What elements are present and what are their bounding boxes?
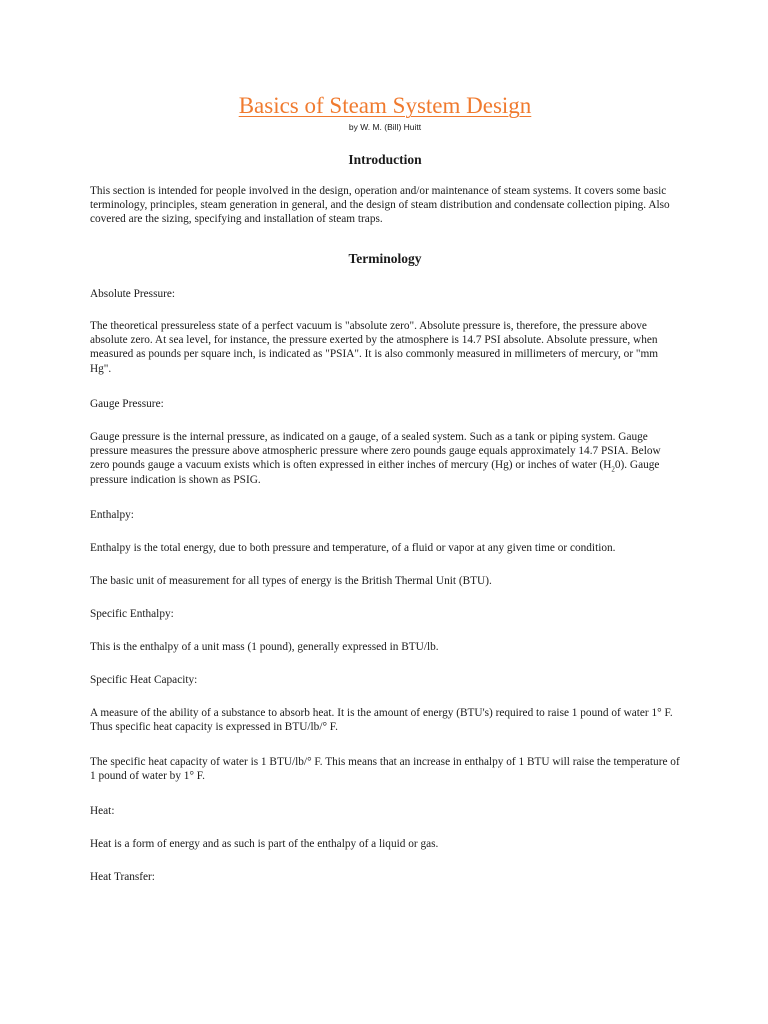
document-title: Basics of Steam System Design (238, 93, 532, 118)
specific-heat-paragraph: A measure of the ability of a substance to absorb heat. It is the amount of energy (BTU's) required to raise 1 pound of water 1° F. Thus specific heat capacity is expressed in BTU/lb/° F. (90, 707, 673, 734)
term-label-gauge-pressure: Gauge Pressure: (90, 398, 164, 410)
term-label-enthalpy: Enthalpy: (90, 509, 134, 521)
document-page (90, 92, 680, 883)
section-heading-introduction: Introduction (348, 152, 422, 167)
author-byline: by W. M. (Bill) Huitt (348, 122, 422, 132)
enthalpy-paragraph: Enthalpy is the total energy, due to both pressure and temperature, of a fluid or vapor at any given time or condition. (90, 542, 616, 554)
specific-enthalpy-paragraph: This is the enthalpy of a unit mass (1 pound), generally expressed in BTU/lb. (90, 641, 439, 653)
term-label-absolute-pressure: Absolute Pressure: (90, 288, 176, 300)
term-label-specific-enthalpy: Specific Enthalpy: (90, 608, 174, 620)
term-label-heat: Heat: (90, 805, 115, 817)
term-label-heat-transfer: Heat Transfer: (90, 871, 155, 883)
heat-paragraph: Heat is a form of energy and as such is part of the enthalpy of a liquid or gas. (90, 838, 439, 850)
section-heading-terminology: Terminology (348, 251, 422, 266)
absolute-pressure-paragraph: The theoretical pressureless state of a perfect vacuum is "absolute zero". Absolute pressure is, therefore, the pressure above absolute zero. At sea level, for instance, the pressure exerted by the atmosphere is 14.7 PSI absolute. Absolute pressure, when measured as pounds per square inch, is indicated as "PSIA". It is also commonly measured in millimeters of mercury, or "mm Hg". (90, 320, 659, 375)
term-label-specific-heat-capacity: Specific Heat Capacity: (90, 674, 198, 686)
specific-heat-water-paragraph: The specific heat capacity of water is 1 BTU/lb/° F. This means that an increase in enthalpy of 1 BTU will raise the temperature of 1 pound of water by 1° F. (90, 756, 680, 783)
intro-paragraph: This section is intended for people involved in the design, operation and/or maintenance of steam systems. It covers some basic terminology, principles, steam generation in general, and the design of steam distribution and condensate collection piping. Also covered are the sizing, specifying and installation of steam traps. (90, 185, 670, 226)
gauge-pressure-paragraph: Gauge pressure is the internal pressure, as indicated on a gauge, of a sealed system. Such as a tank or piping system. Gauge pressure measures the pressure above atmospheric pressure where zero pounds gauge equals approximately 14.7 PSIA. Below zero pounds gauge a vacuum exists which is often expressed in either inches of mercury (Hg) or inches of water $(H_20)$. Gauge pressure indication is shown as PSIG. (90, 431, 661, 486)
btu-paragraph: The basic unit of measurement for all types of energy is the British Thermal Unit (BTU). (90, 575, 492, 587)
